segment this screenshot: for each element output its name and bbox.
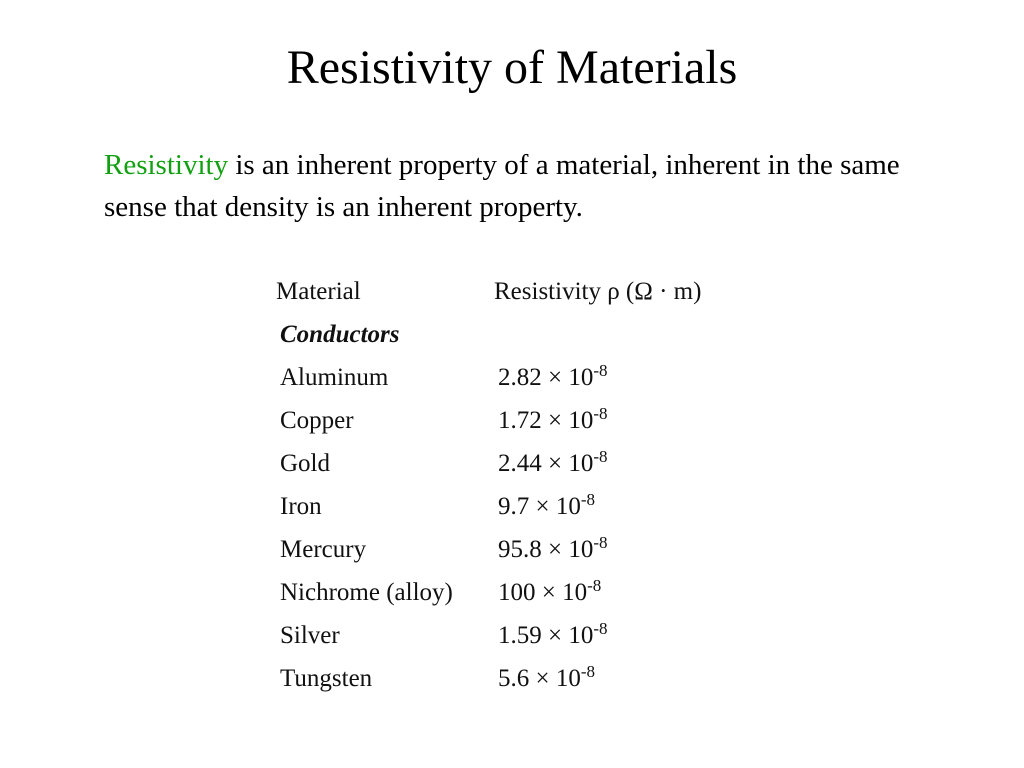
resistivity-value xyxy=(498,528,608,571)
header-material: Material xyxy=(276,278,361,305)
table-row xyxy=(276,528,776,571)
material-name: Nichrome (alloy) xyxy=(280,579,453,606)
material-name: Silver xyxy=(280,622,340,649)
resistivity-value xyxy=(498,442,608,485)
resistivity-mantissa: 100 × 10 xyxy=(498,579,588,606)
resistivity-mantissa: 1.59 × 10 xyxy=(498,622,594,649)
intro-text: is an inherent property of a material, inherent in the same sense that density is an inherent property. xyxy=(104,149,900,223)
material-name: Copper xyxy=(280,407,354,434)
material-name: Gold xyxy=(280,450,330,477)
resistivity-exponent: -8 xyxy=(593,404,608,423)
table-row xyxy=(276,614,776,657)
table-section-row xyxy=(276,313,776,356)
material-name: Tungsten xyxy=(280,665,373,692)
intro-keyword: Resistivity xyxy=(104,149,229,181)
resistivity-mantissa: 1.72 × 10 xyxy=(498,407,594,434)
table-row xyxy=(276,399,776,442)
resistivity-exponent: -8 xyxy=(593,619,608,638)
resistivity-exponent: -8 xyxy=(580,662,596,681)
resistivity-table xyxy=(276,270,776,700)
section-label-conductors: Conductors xyxy=(280,321,400,348)
resistivity-mantissa: 5.6 × 10 xyxy=(498,665,581,692)
intro-paragraph xyxy=(104,144,904,228)
resistivity-mantissa: 2.82 × 10 xyxy=(498,364,594,391)
resistivity-value xyxy=(498,485,595,528)
table-row xyxy=(276,356,776,399)
header-resistivity: Resistivity ρ (Ω · m) xyxy=(494,278,702,305)
resistivity-mantissa: 9.7 × 10 xyxy=(498,493,581,520)
resistivity-exponent: -8 xyxy=(593,361,608,380)
resistivity-value xyxy=(498,657,595,700)
resistivity-exponent: -8 xyxy=(587,576,602,595)
table-header-row xyxy=(276,270,776,313)
table-row xyxy=(276,442,776,485)
resistivity-value xyxy=(498,614,608,657)
table-row xyxy=(276,485,776,528)
table-row xyxy=(276,657,776,700)
resistivity-exponent: -8 xyxy=(593,447,608,466)
slide-title: Resistivity of Materials xyxy=(286,41,738,94)
resistivity-exponent: -8 xyxy=(580,490,596,509)
resistivity-value xyxy=(498,571,601,614)
resistivity-value xyxy=(498,356,608,399)
resistivity-exponent: -8 xyxy=(593,533,608,552)
material-name: Iron xyxy=(280,493,322,520)
resistivity-value xyxy=(498,399,608,442)
table-row xyxy=(276,571,776,614)
resistivity-mantissa: 95.8 × 10 xyxy=(498,536,594,563)
resistivity-mantissa: 2.44 × 10 xyxy=(498,450,594,477)
material-name: Mercury xyxy=(280,536,367,563)
material-name: Aluminum xyxy=(280,364,389,391)
